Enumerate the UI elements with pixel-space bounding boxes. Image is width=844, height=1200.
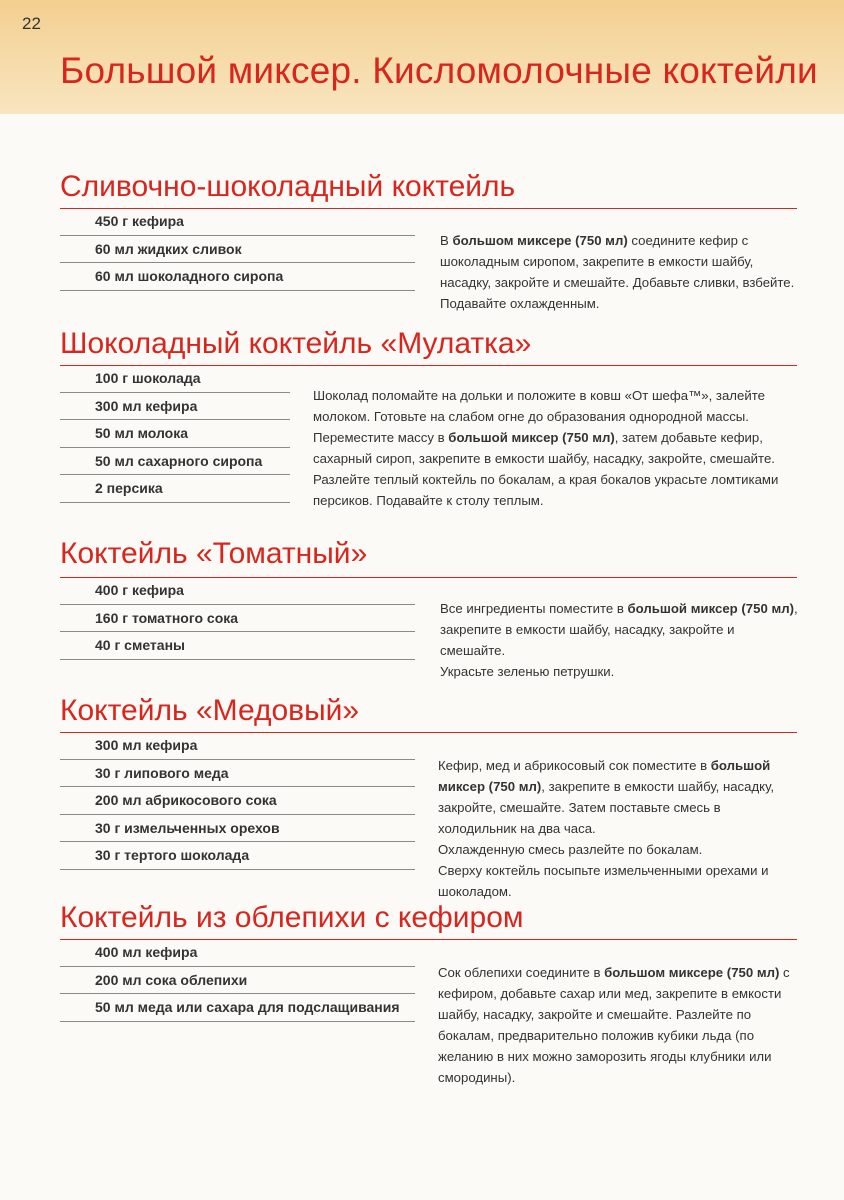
ingredient: 30 г измельченных орехов (60, 815, 415, 843)
ingredient: 100 г шоколада (60, 365, 290, 393)
recipe-title: Коктейль «Томатный» (60, 537, 368, 570)
instruction-paragraph: Сок облепихи соедините в большом миксере (750 мл) с кефиром, добавьте сахар или мед, закрепите в емкости шайбу, насадку, закройте и смешайте. Разлейте по бокалам, предварительно положив кубики льда (по желанию в них можно заморозить ягоды клубники или смородины). (438, 965, 790, 1085)
instruction-paragraph: Шоколад поломайте на дольки и положите в ковш «От шефа™», залейте молоком. Готовьте на слабом огне до образования однородной массы. Переместите массу в большой миксер (750 мл), затем добавьте кефир, сахарный сироп, закрепите в емкости шайбу, насадку, закройте, смешайте. (313, 388, 775, 466)
ingredient: 60 мл шоколадного сиропа (60, 263, 415, 291)
instruction-paragraph: Украсьте зеленью петрушки. (440, 664, 615, 679)
ingredient-list (60, 732, 415, 870)
recipe-title: Шоколадный коктейль «Мулатка» (60, 327, 532, 360)
instruction-paragraph: Сверху коктейль посыпьте измельченными орехами и шоколадом. (438, 863, 769, 899)
instructions (440, 598, 798, 682)
recipe-title: Коктейль из облепихи с кефиром (60, 901, 524, 934)
instruction-paragraph: В большом миксере (750 мл) соедините кефир с шоколадным сиропом, закрепите в емкости шайбу, насадку, закройте и смешайте. Добавьте сливки, взбейте. Подавайте охлажденным. (440, 233, 795, 311)
instructions (313, 385, 798, 511)
ingredient-list (60, 208, 415, 291)
ingredient-list (60, 577, 415, 660)
ingredient-list (60, 365, 290, 503)
instruction-paragraph: Кефир, мед и абрикосовый сок поместите в большой миксер (750 мл), закрепите в емкости шайбу, насадку, закройте, смешайте. Затем поставьте смесь в холодильник на два часа. (438, 758, 775, 836)
recipe-title: Сливочно-шоколадный коктейль (60, 170, 516, 203)
ingredient: 50 мл молока (60, 420, 290, 448)
instructions (440, 230, 798, 314)
ingredient: 50 мл меда или сахара для подслащивания (60, 994, 415, 1022)
ingredient: 450 г кефира (60, 208, 415, 236)
ingredient: 400 мл кефира (60, 939, 415, 967)
instructions (438, 755, 798, 902)
recipe-title: Коктейль «Медовый» (60, 694, 360, 727)
ingredient: 60 мл жидких сливок (60, 236, 415, 264)
ingredient: 300 мл кефира (60, 732, 415, 760)
ingredient: 300 мл кефира (60, 393, 290, 421)
ingredient: 400 г кефира (60, 577, 415, 605)
ingredient-list (60, 939, 415, 1022)
ingredient: 2 персика (60, 475, 290, 503)
ingredient: 200 мл абрикосового сока (60, 787, 415, 815)
page-number: 22 (22, 14, 41, 33)
ingredient: 160 г томатного сока (60, 605, 415, 633)
instructions (438, 962, 798, 1088)
instruction-paragraph: Все ингредиенты поместите в большой миксер (750 мл), закрепите в емкости шайбу, насадку, закройте и смешайте. (440, 601, 798, 658)
ingredient: 40 г сметаны (60, 632, 415, 660)
ingredient: 30 г липового меда (60, 760, 415, 788)
ingredient: 200 мл сока облепихи (60, 967, 415, 995)
instruction-paragraph: Охлажденную смесь разлейте по бокалам. (438, 842, 703, 857)
page-header (0, 0, 844, 114)
ingredient: 50 мл сахарного сиропа (60, 448, 290, 476)
ingredient: 30 г тертого шоколада (60, 842, 415, 870)
page-title: Большой миксер. Кисломолочные коктейли (60, 50, 818, 91)
instruction-paragraph: Разлейте теплый коктейль по бокалам, а края бокалов украсьте ломтиками персиков. Подавайте к столу теплым. (313, 472, 779, 508)
